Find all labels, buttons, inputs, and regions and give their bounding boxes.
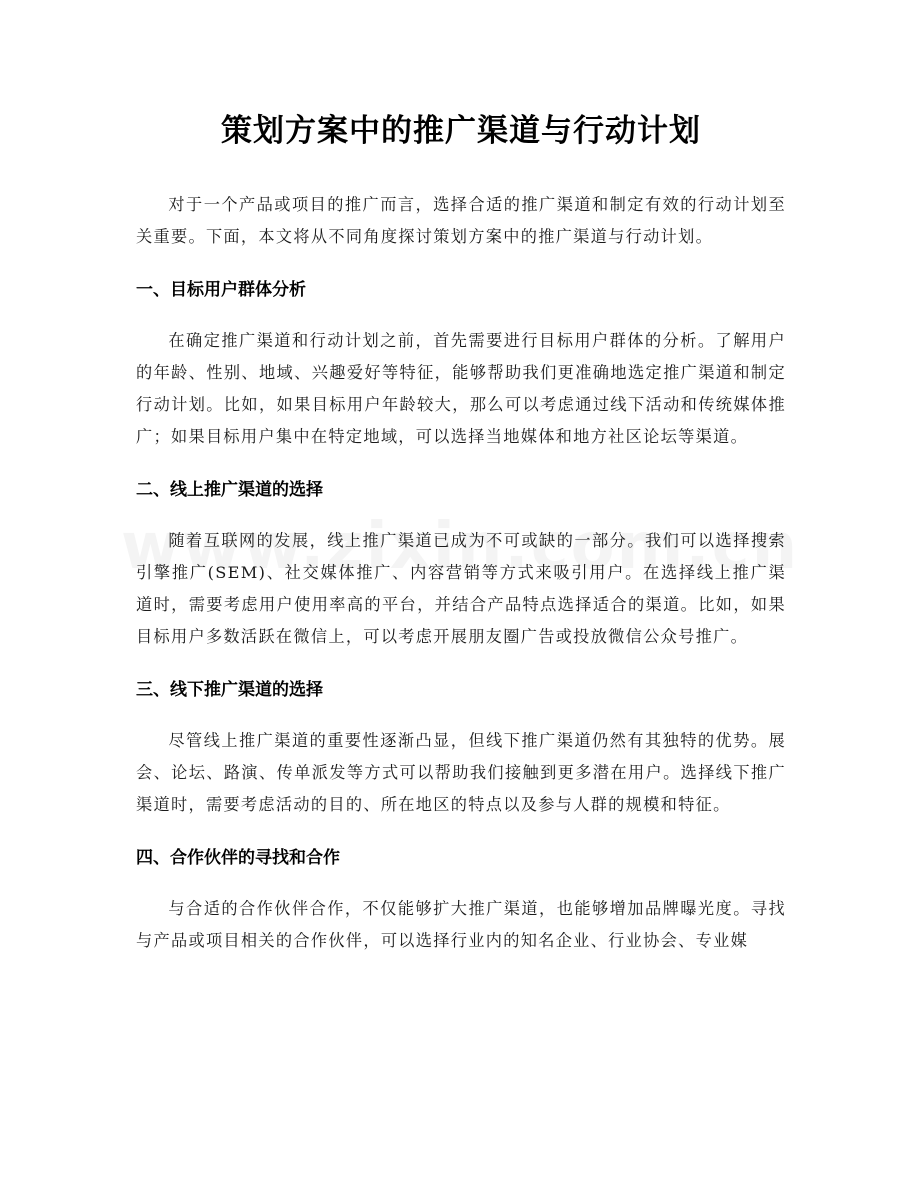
section-body-partners: 与合适的合作伙伴合作，不仅能够扩大推广渠道，也能够增加品牌曝光度。寻找与产品或项目相关的合作伙伴，可以选择行业内的知名企业、行业协会、专业媒 bbox=[136, 899, 786, 950]
section-heading-target-users: 一、目标用户群体分析 bbox=[136, 280, 306, 300]
section-body-offline-channels: 尽管线上推广渠道的重要性逐渐凸显，但线下推广渠道仍然有其独特的优势。展会、论坛、路演、传单派发等方式可以帮助我们接触到更多潜在用户。选择线下推广渠道时，需要考虑活动的目的、所在地区的特点以及参与人群的规模和特征。 bbox=[136, 731, 786, 814]
page-title: 策划方案中的推广渠道与行动计划 bbox=[221, 113, 701, 149]
section-body-online-channels: 随着互联网的发展，线上推广渠道已成为不可或缺的一部分。我们可以选择搜索引擎推广(SEM)、社交媒体推广、内容营销等方式来吸引用户。在选择线上推广渠道时，需要考虑用户使用率高的平台，并结合产品特点选择适合的渠道。比如，如果目标用户多数活跃在微信上，可以考虑开展朋友圈广告或投放微信公众号推广。 bbox=[136, 531, 786, 646]
section-body-target-users: 在确定推广渠道和行动计划之前，首先需要进行目标用户群体的分析。了解用户的年龄、性别、地域、兴趣爱好等特征，能够帮助我们更准确地选定推广渠道和制定行动计划。比如，如果目标用户年龄较大，那么可以考虑通过线下活动和传统媒体推广；如果目标用户集中在特定地域，可以选择当地媒体和地方社区论坛等渠道。 bbox=[136, 331, 786, 446]
document-body bbox=[136, 103, 786, 957]
section-heading-partners: 四、合作伙伴的寻找和合作 bbox=[136, 848, 340, 868]
section-heading-online-channels: 二、线上推广渠道的选择 bbox=[136, 480, 323, 500]
section-heading-offline-channels: 三、线下推广渠道的选择 bbox=[136, 680, 323, 700]
intro-paragraph: 对于一个产品或项目的推广而言，选择合适的推广渠道和制定有效的行动计划至关重要。下面，本文将从不同角度探讨策划方案中的推广渠道与行动计划。 bbox=[136, 195, 786, 246]
